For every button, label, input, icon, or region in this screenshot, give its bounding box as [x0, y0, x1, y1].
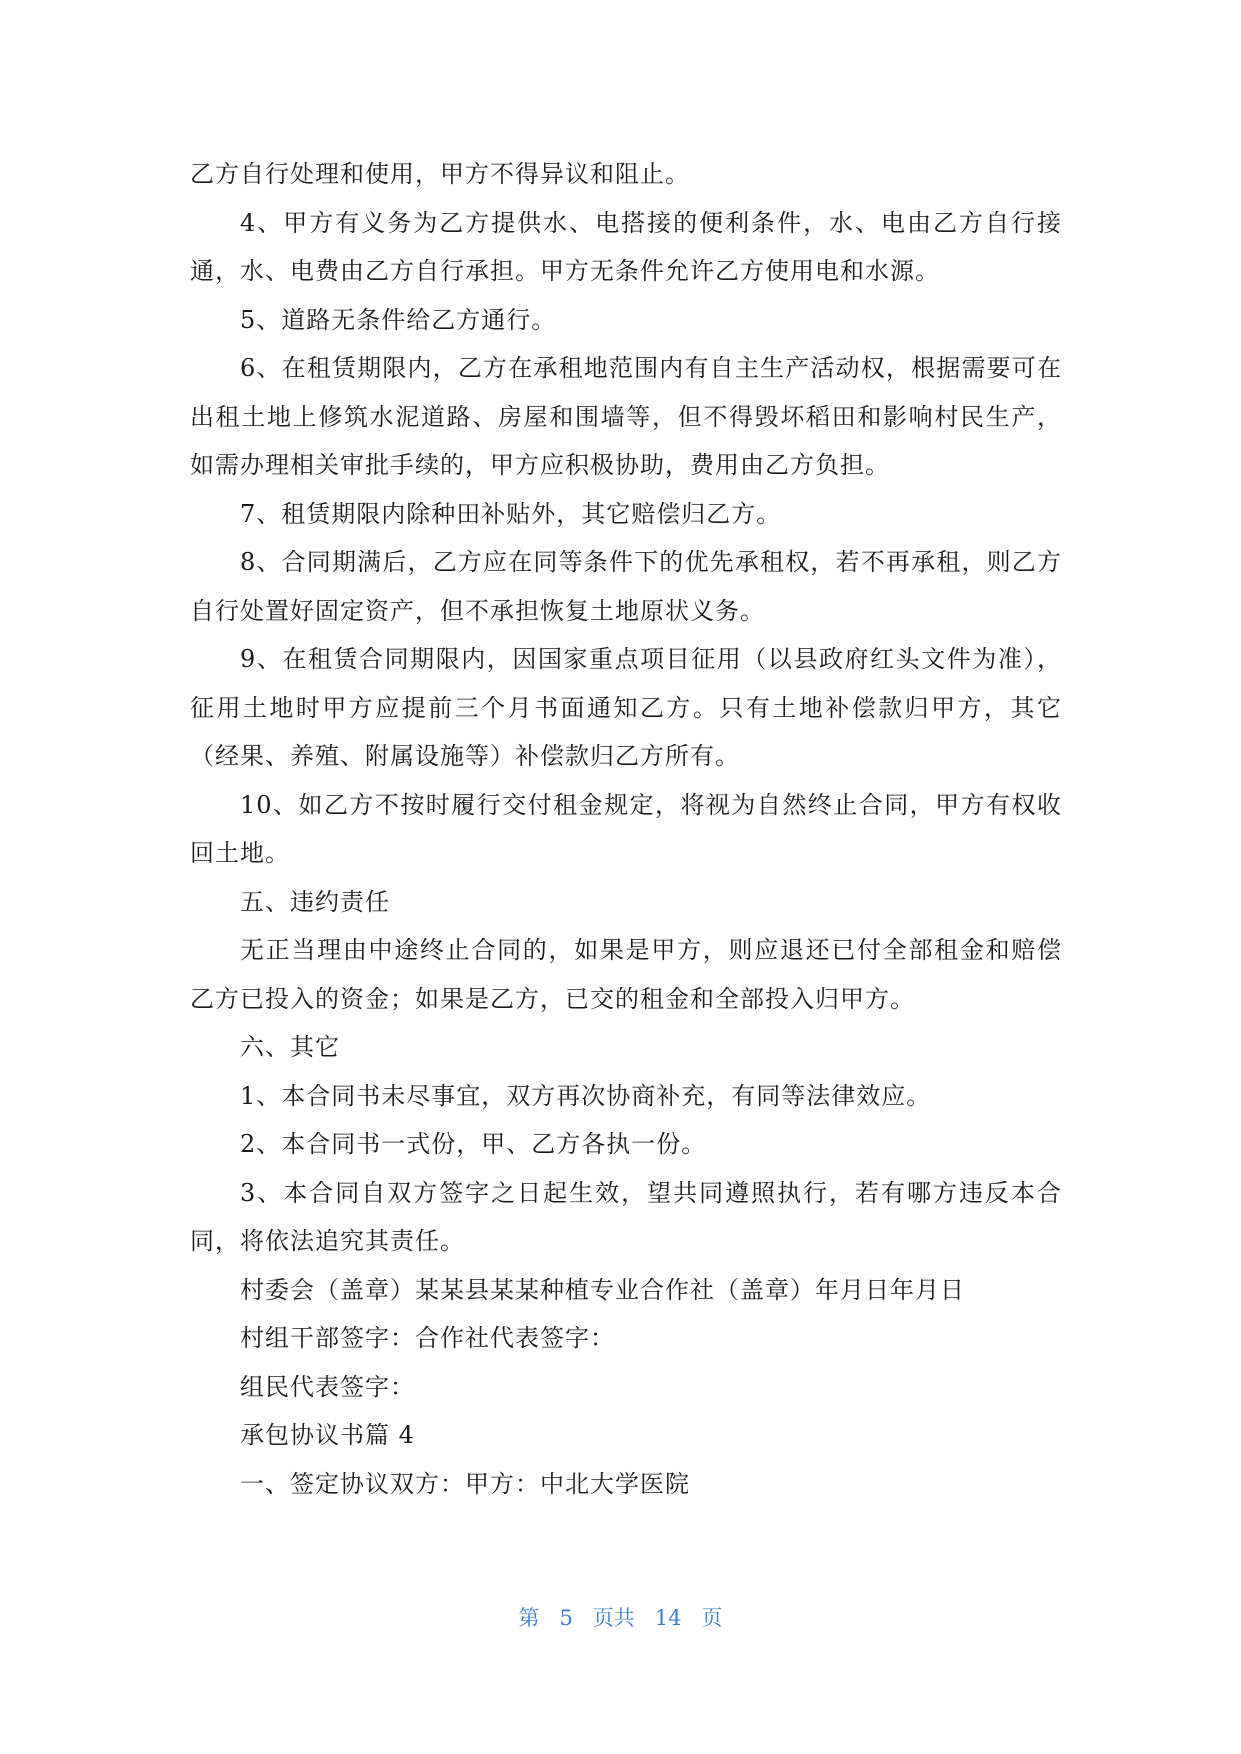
paragraph-13: 2、本合同书一式份，甲、乙方各执一份。	[240, 1130, 707, 1158]
paragraph-4: 6、在租赁期限内，乙方在承租地范围内有自主生产活动权，根据需要可在出租土地上修筑水泥道路、房屋和围墙等，但不得毁坏稻田和影响村民生产，如需办理相关审批手续的，甲方应积极协助，费用由乙方负担。	[190, 354, 1062, 479]
paragraph-2: 4、甲方有义务为乙方提供水、电搭接的便利条件，水、电由乙方自行接通，水、电费由乙方自行承担。甲方无条件允许乙方使用电和水源。	[190, 208, 1062, 285]
paragraph-12: 1、本合同书未尽事宜，双方再次协商补充，有同等法律效应。	[240, 1081, 932, 1110]
paragraph-6: 8、合同期满后，乙方应在同等条件下的优先承租权，若不再承租，则乙方自行处置好固定资产，但不承担恢复土地原状义务。	[190, 548, 1062, 625]
section-heading-breach: 五、违约责任	[240, 887, 390, 916]
document-section-title: 承包协议书篇 4	[240, 1421, 415, 1449]
signature-line-villagers: 组民代表签字：	[240, 1372, 415, 1401]
footer-suffix: 页	[701, 1606, 723, 1630]
paragraph-14: 3、本合同自双方签字之日起生效，望共同遵照执行，若有哪方违反本合同，将依法追究其责任。	[190, 1178, 1062, 1255]
page-footer	[0, 1602, 1241, 1632]
paragraph-7: 9、在租赁合同期限内，因国家重点项目征用（以县政府红头文件为准），征用土地时甲方应提前三个月书面通知乙方。只有土地补偿款归甲方，其它（经果、养殖、附属设施等）补偿款归乙方所有。	[190, 645, 1062, 770]
signature-line-cadre: 村组干部签字：合作社代表签字：	[240, 1324, 615, 1352]
paragraph-8: 10、如乙方不按时履行交付租金规定，将视为自然终止合同，甲方有权收回土地。	[190, 790, 1062, 867]
document-body	[190, 150, 1062, 1508]
paragraph-5: 7、租赁期限内除种田补贴外，其它赔偿归乙方。	[240, 499, 782, 528]
paragraph-1: 乙方自行处理和使用，甲方不得异议和阻止。	[190, 160, 690, 188]
paragraph-19: 一、签定协议双方：甲方：中北大学医院	[240, 1469, 690, 1498]
signature-line-seals: 村委会（盖章）某某县某某种植专业合作社（盖章）年月日年月日	[240, 1275, 965, 1304]
footer-current-page: 5	[559, 1606, 573, 1630]
paragraph-10: 无正当理由中途终止合同的，如果是甲方，则应退还已付全部租金和赔偿乙方已投入的资金；如果是乙方，已交的租金和全部投入归甲方。	[190, 936, 1062, 1013]
footer-total-pages: 14	[654, 1606, 682, 1630]
paragraph-3: 5、道路无条件给乙方通行。	[240, 305, 557, 334]
footer-prefix: 第	[518, 1606, 540, 1630]
section-heading-other: 六、其它	[240, 1033, 340, 1061]
footer-middle: 页共	[592, 1606, 635, 1630]
